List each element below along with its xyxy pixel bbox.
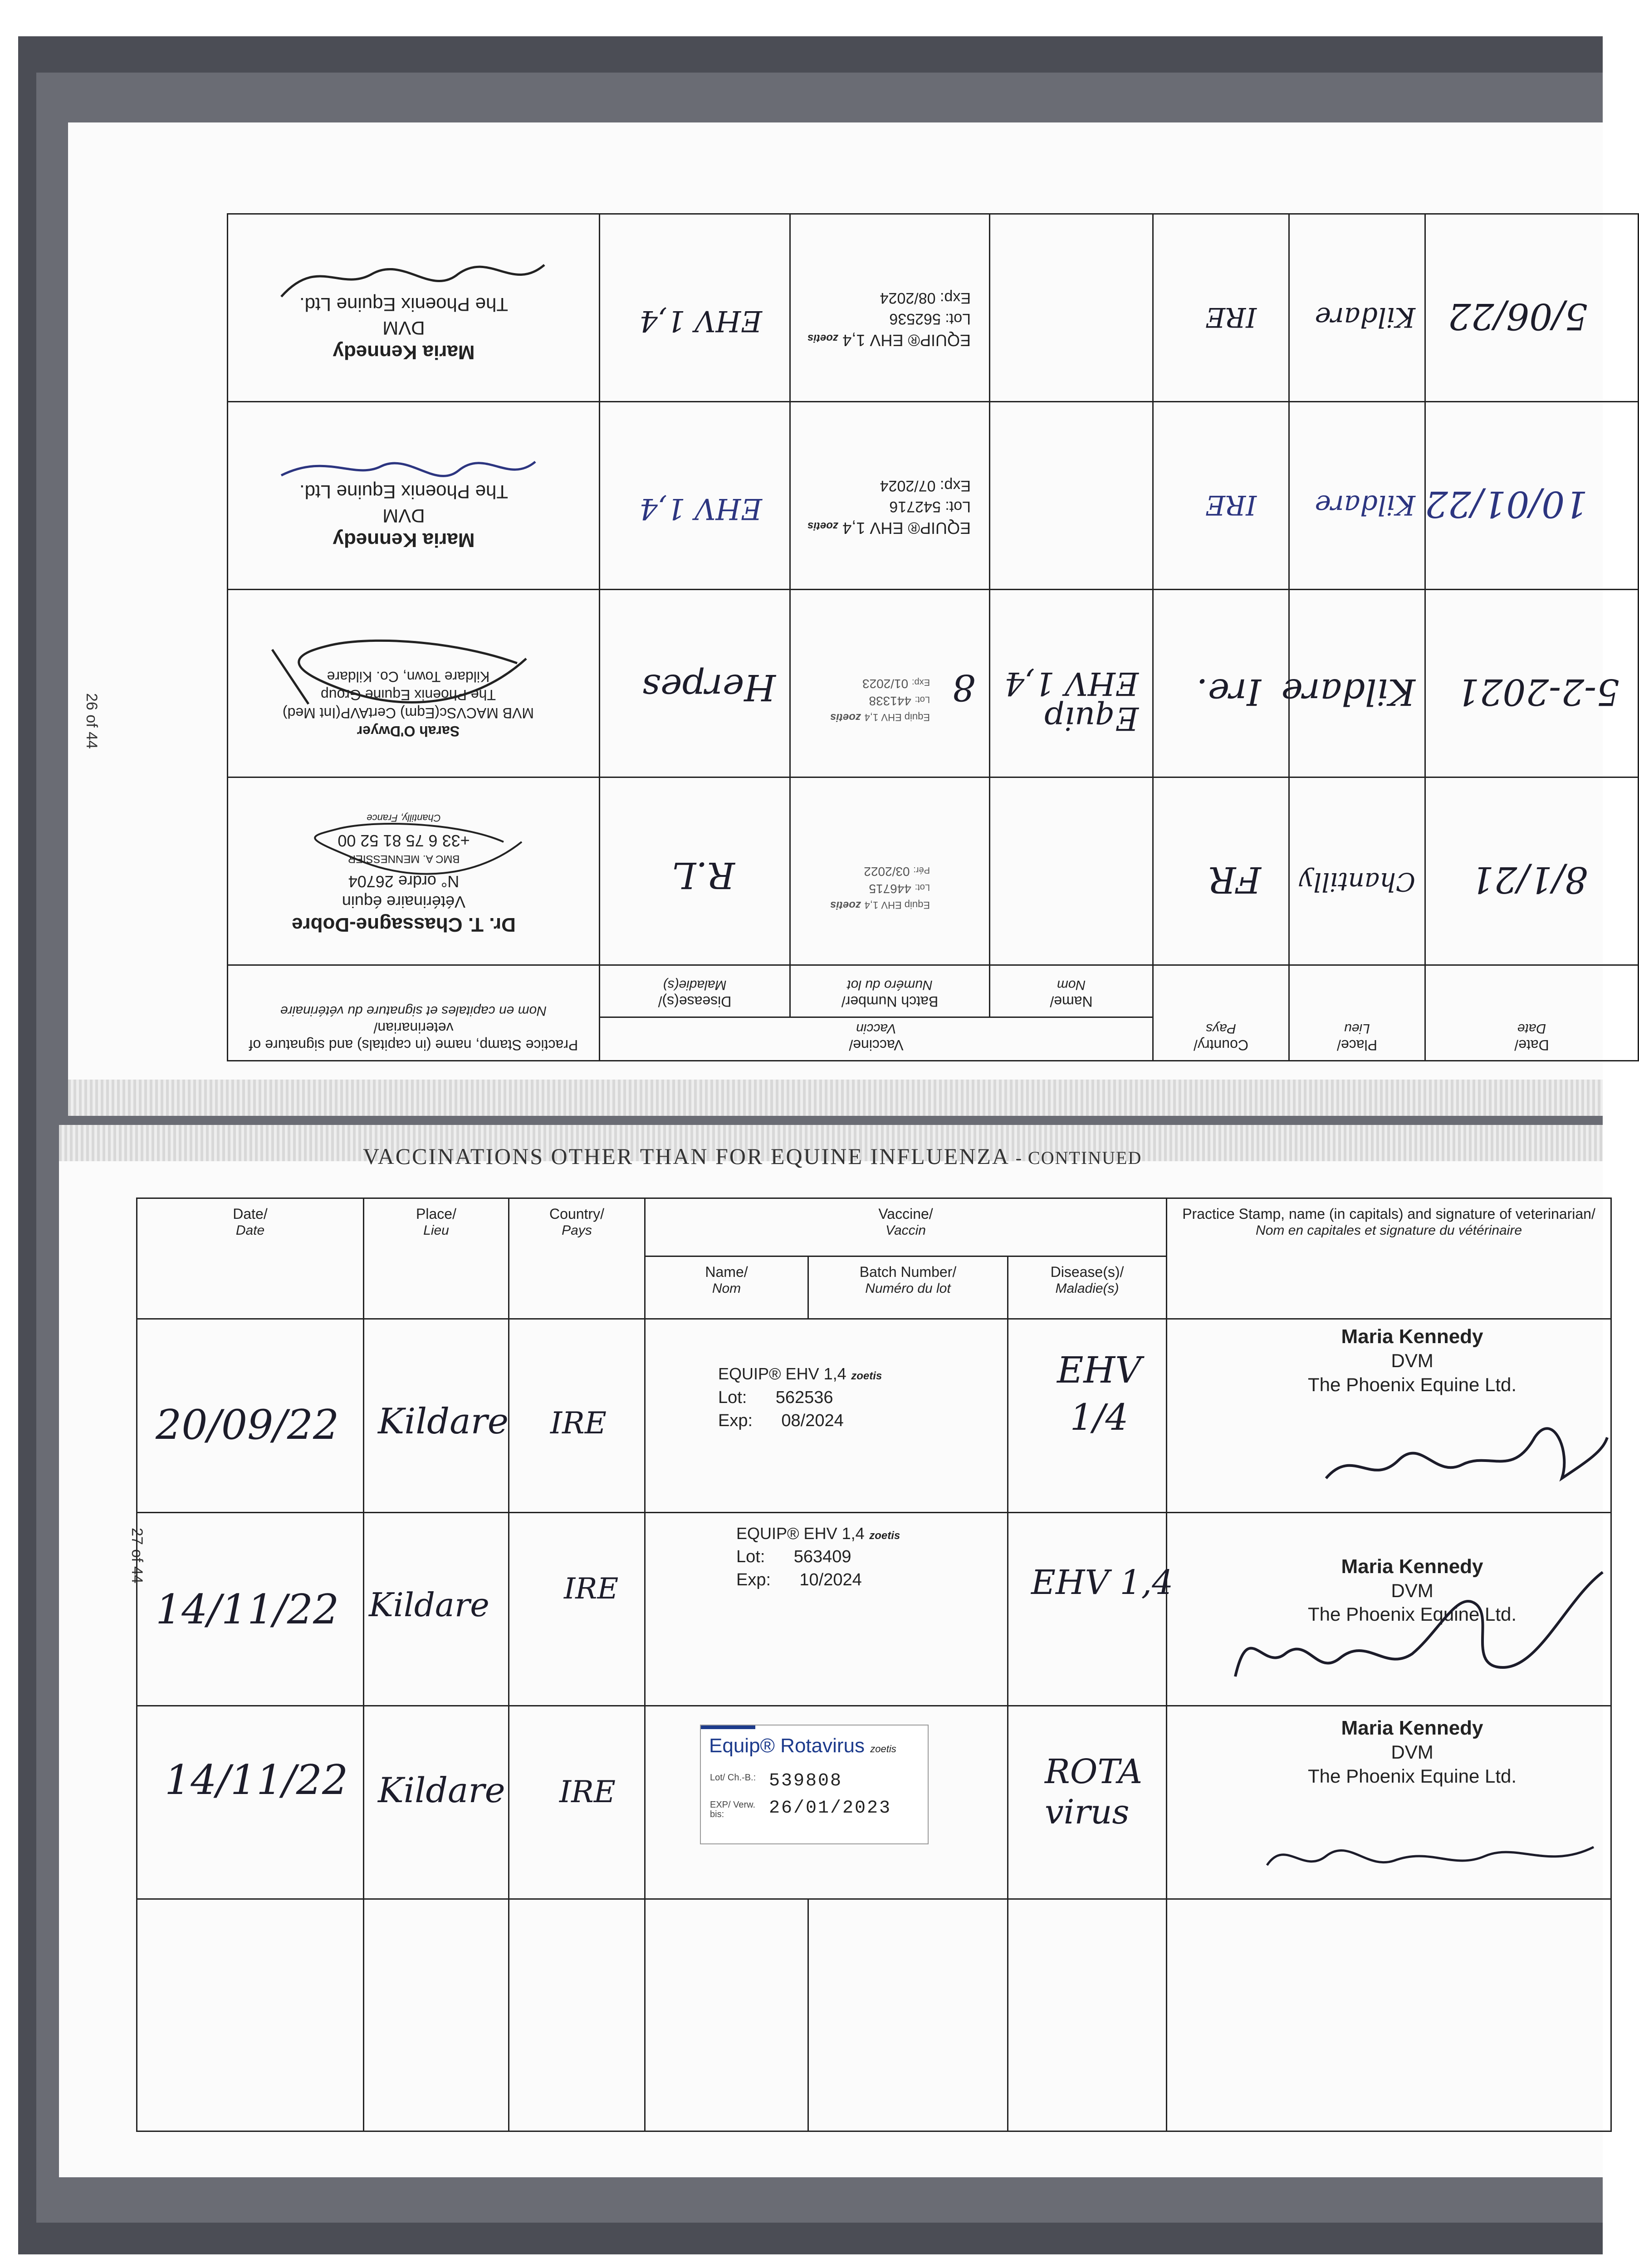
table-row <box>227 402 1638 590</box>
table-row <box>227 590 1638 777</box>
cell-place: Kildare <box>364 1706 509 1899</box>
table-row <box>227 214 1638 402</box>
cell-stamp <box>1167 1706 1611 1899</box>
cell-name-batch <box>645 1319 1008 1512</box>
signature-scribble <box>1258 1820 1603 1879</box>
table-row <box>137 1512 1611 1706</box>
vaccination-table <box>227 213 1639 1061</box>
page-number: 27 of 44 <box>128 1528 146 1584</box>
cell-stamp <box>227 777 599 965</box>
cell-country: IRE <box>1153 214 1289 402</box>
header-vaccine: Vaccine/ Vaccin <box>645 1198 1167 1256</box>
cell-country: IRE <box>1153 402 1289 590</box>
batch-label: EQUIP® EHV 1,4 zoetis Lot: 562536 Exp: 08/2024 <box>807 289 971 350</box>
header-date: Date/ Date <box>1425 965 1639 1061</box>
cell-place: Chantilly <box>1289 777 1425 965</box>
cell-place: Kildare <box>1289 402 1425 590</box>
rotavirus-label: Equip® Rotavirus zoetis Lot/ Ch.-B.: 539808 EXP/ Verw. bis: 26/01/2023 <box>700 1725 929 1844</box>
header-name: Name/ Nom <box>645 1256 808 1319</box>
page-number: 26 of 44 <box>83 693 100 749</box>
signature-scribble <box>263 631 544 731</box>
label-accent-bar <box>701 1725 755 1729</box>
header-stamp: Practice Stamp, name (in capitals) and signature of veterinarian/ Nom en capitales et signature du vétérinaire <box>1167 1198 1611 1319</box>
page-title-suffix: - CONTINUED <box>1015 1148 1142 1168</box>
cell-stamp <box>227 214 599 402</box>
cell-stamp <box>1167 1319 1611 1512</box>
table-row-empty <box>137 1899 1611 2131</box>
signature-scribble <box>272 233 553 315</box>
cell-country: Ire. <box>1153 590 1289 777</box>
header-vaccine: Vaccine/ Vaccin <box>599 1017 1153 1061</box>
batch-label: EQUIP® EHV 1,4 zoetis Lot: 563409 Exp: 10/2024 <box>736 1524 900 1590</box>
cell-batch: 8 Equip EHV 1,4 zoetis Lot: 441338 Exp: 01/2023 <box>790 590 990 777</box>
cell-disease: Herpes <box>599 590 790 777</box>
cell-date <box>137 1899 364 2131</box>
header-country: Country/ Pays <box>509 1198 645 1319</box>
cell-date: 8/1/21 <box>1425 777 1639 965</box>
cell-country: FR <box>1153 777 1289 965</box>
cell-date: 5-2-2021 <box>1425 590 1639 777</box>
cell-country: IRE <box>509 1706 645 1899</box>
cell-stamp <box>1167 1899 1611 2131</box>
vet-stamp: Maria Kennedy DVM The Phoenix Equine Ltd. <box>299 293 508 364</box>
cell-country <box>509 1899 645 2131</box>
rotavirus-brand: Equip® Rotavirus zoetis <box>709 1735 896 1757</box>
batch-label: EQUIP® EHV 1,4 zoetis Lot: 562536 Exp: 08/2024 <box>718 1364 882 1431</box>
cell-disease: EHV 1,4 <box>599 402 790 590</box>
cell-place: Kildare <box>1289 590 1425 777</box>
cell-date: 10/01/22 <box>1425 402 1639 590</box>
cell-place: Kildare <box>1289 214 1425 402</box>
cell-disease: EHV 1/4 <box>1008 1319 1167 1512</box>
vet-stamp: Maria Kennedy DVM The Phoenix Equine Ltd. <box>1308 1717 1517 1787</box>
signature-scribble <box>272 430 544 503</box>
cell-disease <box>1008 1899 1167 2131</box>
vaccination-table <box>136 1198 1612 2132</box>
cell-country: IRE <box>509 1319 645 1512</box>
signature-scribble <box>295 815 531 896</box>
vet-stamp: Sarah O'Dwyer MVB MACVSc(Eqm) CertAVP(Int Med) The Phoenix Equine Group Kildare Town, Co. Kildare <box>282 668 534 739</box>
cell-stamp <box>1167 1512 1611 1706</box>
cell-date: 5/06/22 <box>1425 214 1639 402</box>
page-title <box>363 1143 1142 1169</box>
cell-batch <box>790 777 990 965</box>
cell-batch <box>808 1899 1008 2131</box>
cell-batch <box>790 214 990 402</box>
batch-label: Equip EHV 1,4 zoetis Lot: 446715 Pér: 03/2022 <box>830 865 930 911</box>
header-country: Country/ Pays <box>1153 965 1289 1061</box>
batch-label: EQUIP® EHV 1,4 zoetis Lot: 542716 Exp: 07/2024 <box>807 477 971 538</box>
page-26 <box>68 122 1619 1080</box>
cell-name <box>990 402 1153 590</box>
vet-stamp: Maria Kennedy DVM The Phoenix Equine Ltd. <box>1308 1325 1517 1395</box>
header-stamp: Practice Stamp, name (in capitals) and signature of veterinarian/ Nom en capitales et signature du vétérinaire <box>227 965 599 1061</box>
cell-name <box>645 1899 808 2131</box>
cell-place <box>364 1899 509 2131</box>
vet-stamp: Maria Kennedy DVM The Phoenix Equine Ltd. <box>299 481 508 551</box>
cell-date: 14/11/22 <box>137 1706 364 1899</box>
header-disease: Disease(s)/ Maladie(s) <box>1008 1256 1167 1319</box>
signature-scribble <box>1222 1563 1612 1690</box>
header-batch: Batch Number/ Numéro du lot <box>790 965 990 1017</box>
header-disease: Disease(s)/ Maladie(s) <box>599 965 790 1017</box>
batch-label: Equip EHV 1,4 zoetis Lot: 441338 Exp: 01/2023 <box>830 677 930 723</box>
cell-date: 14/11/22 <box>137 1512 364 1706</box>
cell-disease: EHV 1,4 <box>1008 1512 1167 1706</box>
table-row <box>137 1319 1611 1512</box>
cell-disease: R.L <box>599 777 790 965</box>
cell-stamp <box>227 402 599 590</box>
signature-scribble <box>1317 1410 1612 1496</box>
header-date: Date/ Date <box>137 1198 364 1319</box>
cell-stamp <box>227 590 599 777</box>
cell-country: IRE <box>509 1512 645 1706</box>
cell-name-batch <box>645 1706 1008 1899</box>
header-place: Place/ Lieu <box>1289 965 1425 1061</box>
header-batch: Batch Number/ Numéro du lot <box>808 1256 1008 1319</box>
cell-name: Equip EHV 1,4 <box>990 590 1153 777</box>
cell-disease: EHV 1,4 <box>599 214 790 402</box>
page-27 <box>59 1144 1603 2177</box>
cell-disease: ROTA virus <box>1008 1706 1167 1899</box>
header-name: Name/ Nom <box>990 965 1153 1017</box>
table-row <box>227 777 1638 965</box>
vet-stamp: Dr. T. Chassagne-Dobre Vétérinaire équin N° ordre 26704 BMC A. MENNESSIER +33 6 75 81 52 00 Chantilly, France <box>292 812 516 936</box>
header-place: Place/ Lieu <box>364 1198 509 1319</box>
page-title-text: VACCINATIONS OTHER THAN FOR EQUINE INFLUENZA <box>363 1144 1009 1169</box>
page-26-rotated-content <box>68 122 1619 1080</box>
cell-date: 20/09/22 <box>137 1319 364 1512</box>
cell-place: Kildare <box>364 1319 509 1512</box>
cell-place: Kildare <box>364 1512 509 1706</box>
table-row <box>137 1706 1611 1899</box>
cell-name-batch <box>645 1512 1008 1706</box>
vet-stamp: Maria Kennedy DVM The Phoenix Equine Ltd. <box>1308 1555 1517 1625</box>
cell-batch <box>790 402 990 590</box>
cell-name <box>990 777 1153 965</box>
page-edge <box>68 1080 1603 1116</box>
cell-name <box>990 214 1153 402</box>
